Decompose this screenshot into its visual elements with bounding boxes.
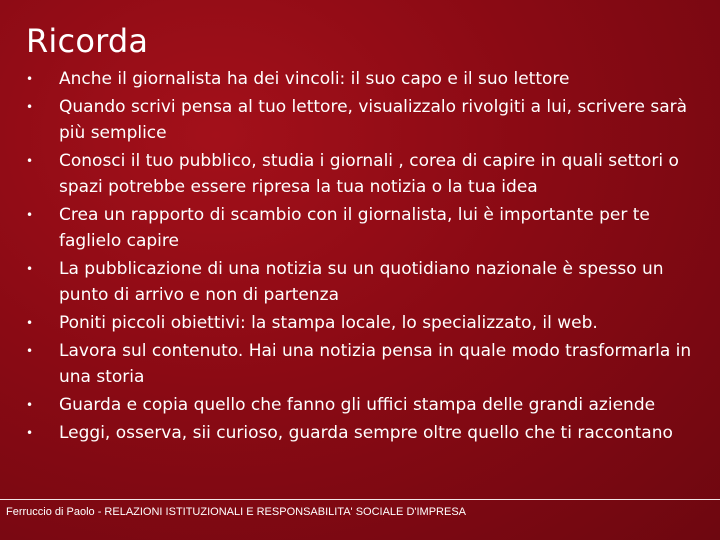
footer-divider bbox=[0, 499, 720, 500]
bullet-item bbox=[0, 338, 720, 390]
bullet-text: Poniti piccoli obiettivi: la stampa locale, lo specializzato, il web. bbox=[59, 313, 598, 333]
bullet-dot: • bbox=[26, 208, 34, 222]
bullet-dot: • bbox=[26, 154, 34, 168]
bullet-text: Lavora sul contenuto. Hai una notizia pensa in quale modo trasformarla in una storia bbox=[59, 341, 692, 387]
bullet-list bbox=[0, 66, 720, 448]
bullet-item bbox=[0, 202, 720, 254]
bullet-dot: • bbox=[26, 72, 34, 86]
bullet-dot: • bbox=[26, 344, 34, 358]
bullet-text: La pubblicazione di una notizia su un quotidiano nazionale è spesso un punto di arrivo e non di partenza bbox=[59, 259, 664, 305]
bullet-text: Guarda e copia quello che fanno gli uffici stampa delle grandi aziende bbox=[59, 395, 656, 415]
bullet-item bbox=[0, 392, 720, 418]
bullet-text: Conosci il tuo pubblico, studia i giornali , corea di capire in quali settori o spazi potrebbe essere ripresa la tua notizia o la tua idea bbox=[59, 151, 679, 197]
bullet-dot: • bbox=[26, 398, 34, 412]
bullet-item bbox=[0, 420, 720, 446]
footer-text: Ferruccio di Paolo - RELAZIONI ISTITUZIONALI E RESPONSABILITA' SOCIALE D'IMPRESA bbox=[6, 506, 467, 518]
bullet-dot: • bbox=[26, 100, 34, 114]
bullet-text: Crea un rapporto di scambio con il giornalista, lui è importante per te faglielo capire bbox=[59, 205, 650, 251]
bullet-item bbox=[0, 256, 720, 308]
bullet-dot: • bbox=[26, 316, 34, 330]
bullet-item bbox=[0, 94, 720, 146]
bullet-item bbox=[0, 66, 720, 92]
bullet-item bbox=[0, 148, 720, 200]
bullet-text: Anche il giornalista ha dei vincoli: il suo capo e il suo lettore bbox=[59, 69, 570, 89]
bullet-text: Leggi, osserva, sii curioso, guarda sempre oltre quello che ti raccontano bbox=[59, 423, 673, 443]
bullet-text: Quando scrivi pensa al tuo lettore, visualizzalo rivolgiti a lui, scrivere sarà più semplice bbox=[59, 97, 688, 143]
bullet-item bbox=[0, 310, 720, 336]
bullet-dot: • bbox=[26, 262, 34, 276]
bullet-dot: • bbox=[26, 426, 34, 440]
slide-title: Ricorda bbox=[26, 22, 149, 60]
